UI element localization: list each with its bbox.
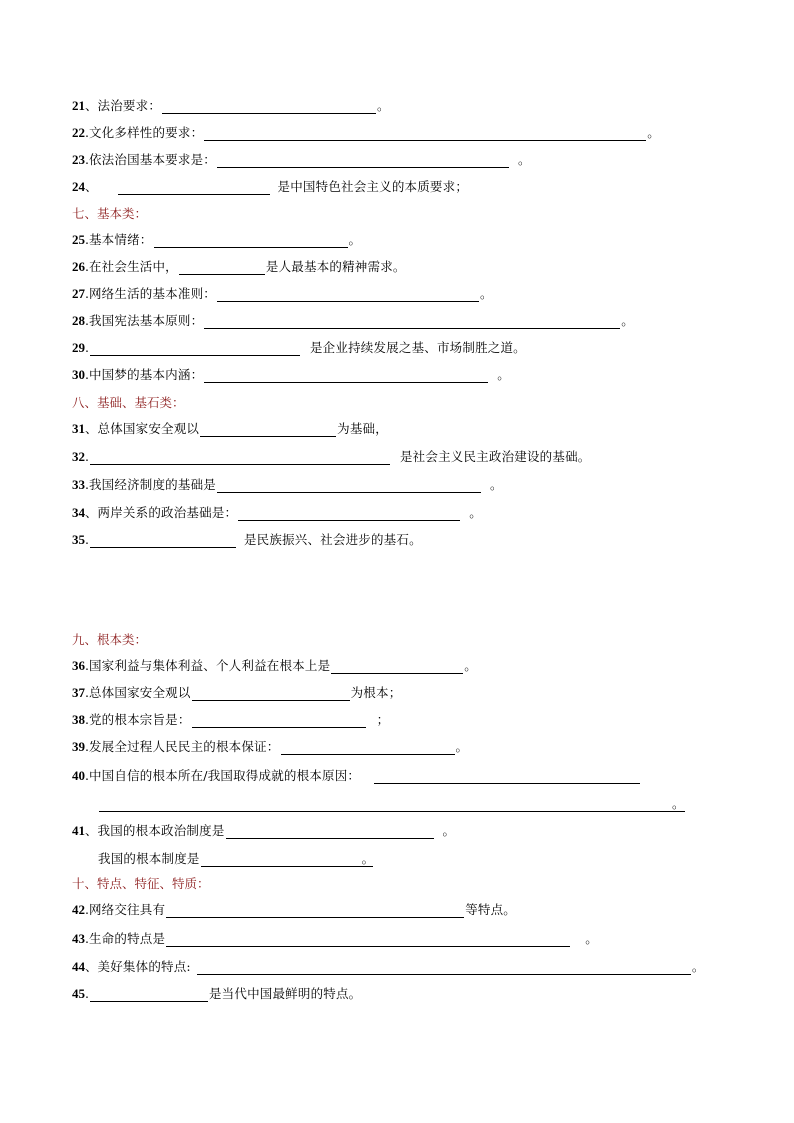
question-text: 网络生活的基本准则： [88, 286, 216, 301]
question-text: 法治要求： [97, 98, 162, 113]
question-number: 44 [72, 959, 85, 974]
question-41 [72, 817, 455, 839]
question-number: 32 [72, 449, 85, 464]
question-text: 我国经济制度的基础是 [88, 477, 216, 492]
section-heading-fundamental: 九、根本类： [72, 632, 148, 647]
question-39 [72, 733, 468, 755]
question-number: 45 [72, 986, 85, 1001]
separator: . [85, 477, 89, 492]
question-number: 27 [72, 286, 85, 301]
question-30 [72, 361, 510, 383]
section-heading-foundation: 八、基础、基石类： [72, 395, 185, 410]
question-text: 网络交往具有 [88, 902, 166, 917]
answer-blank[interactable] [179, 260, 265, 275]
question-text: 我国宪法基本原则： [88, 313, 204, 328]
question-38 [72, 706, 389, 728]
answer-blank[interactable] [204, 368, 488, 383]
question-number: 23 [72, 152, 85, 167]
separator: 、 [85, 98, 98, 113]
separator: . [85, 931, 89, 946]
question-text: 基本情绪： [88, 232, 153, 247]
separator: 、 [85, 179, 98, 194]
answer-blank[interactable] [217, 287, 479, 302]
question-29 [72, 334, 526, 356]
question-text: 是民族振兴、社会进步的基石。 [243, 532, 422, 547]
end-punct: 。 [691, 959, 705, 974]
end-punct: 。 [348, 232, 362, 247]
question-34 [72, 499, 482, 521]
question-number: 25 [72, 232, 85, 247]
separator: . [85, 125, 89, 140]
answer-blank[interactable] [99, 797, 685, 812]
question-text: 是社会主义民主政治建设的基础。 [399, 449, 591, 464]
answer-blank[interactable] [374, 769, 640, 784]
end-punct: 。 [585, 931, 598, 946]
answer-blank[interactable] [217, 478, 481, 493]
end-punct: ； [376, 712, 390, 727]
question-text: 国家利益与集体利益、个人利益在根本上是 [88, 658, 331, 673]
question-number: 39 [72, 739, 85, 754]
question-number: 21 [72, 98, 85, 113]
section-heading-features: 十、特点、特征、特质： [72, 876, 210, 891]
question-23 [72, 146, 531, 168]
question-number: 40 [72, 768, 85, 783]
section-heading-basic: 七、基本类： [72, 206, 148, 221]
end-punct: 。 [455, 739, 469, 754]
end-punct: 。 [464, 658, 477, 673]
separator: 、 [85, 959, 98, 974]
question-43 [72, 925, 598, 947]
answer-blank[interactable] [200, 422, 336, 437]
separator: . [85, 685, 89, 700]
question-text: 是中国特色社会主义的本质要求； [277, 179, 469, 194]
question-text: 我国的根本政治制度是 [97, 823, 225, 838]
question-number: 41 [72, 823, 85, 838]
question-27 [72, 280, 493, 302]
question-number: 24 [72, 179, 85, 194]
answer-blank[interactable] [90, 341, 300, 356]
question-text: 生命的特点是 [88, 931, 166, 946]
answer-blank[interactable] [166, 903, 464, 918]
end-punct: 。 [621, 313, 634, 328]
question-33 [72, 471, 503, 493]
question-40 [72, 762, 641, 784]
separator: 、 [85, 823, 98, 838]
separator: . [85, 902, 89, 917]
question-text: 中国自信的根本所在/我国取得成就的根本原因： [88, 768, 361, 783]
separator: . [85, 367, 89, 382]
question-number: 37 [72, 685, 85, 700]
answer-blank[interactable] [90, 987, 208, 1002]
separator: . [85, 449, 89, 464]
separator: . [85, 313, 89, 328]
answer-blank[interactable] [166, 932, 570, 947]
answer-blank[interactable] [204, 126, 646, 141]
question-text: 总体国家安全观以 [97, 421, 200, 436]
separator: 、 [85, 421, 98, 436]
answer-blank[interactable] [238, 506, 460, 521]
question-number: 22 [72, 125, 85, 140]
separator: . [85, 152, 89, 167]
answer-blank[interactable] [90, 533, 236, 548]
end-punct: 。 [480, 286, 493, 301]
answer-blank[interactable] [226, 824, 434, 839]
question-32 [72, 443, 591, 465]
question-28 [72, 307, 634, 329]
question-text-tail: 为根本； [350, 685, 402, 700]
question-25 [72, 226, 361, 248]
question-text-tail: 是人最基本的精神需求。 [265, 259, 406, 274]
question-text: 我国的根本制度是 [98, 851, 200, 866]
end-punct: 。 [647, 125, 660, 140]
answer-blank[interactable] [331, 659, 463, 674]
question-number: 30 [72, 367, 85, 382]
answer-blank[interactable] [204, 314, 620, 329]
question-number: 38 [72, 712, 85, 727]
end-punct: 。 [377, 98, 390, 113]
question-37 [72, 679, 401, 701]
answer-blank[interactable] [90, 450, 390, 465]
question-36 [72, 652, 477, 674]
question-number: 36 [72, 658, 85, 673]
end-punct: 。 [442, 823, 456, 838]
question-text-tail: 等特点。 [465, 902, 516, 917]
question-text-tail: 为基础， [337, 421, 388, 436]
question-text: 是当代中国最鲜明的特点。 [208, 986, 362, 1001]
question-35 [72, 526, 422, 548]
separator: . [85, 986, 89, 1001]
separator: . [85, 340, 89, 355]
question-text: 发展全过程人民民主的根本保证： [88, 739, 280, 754]
question-text: 是企业持续发展之基、市场制胜之道。 [309, 340, 526, 355]
separator: . [85, 532, 89, 547]
question-24 [72, 173, 468, 195]
question-text: 依法治国基本要求是： [88, 152, 216, 167]
end-punct: 。 [518, 152, 531, 167]
question-number: 31 [72, 421, 85, 436]
question-number: 26 [72, 259, 85, 274]
question-text: 美好集体的特点: [97, 959, 191, 974]
answer-blank[interactable] [162, 99, 376, 114]
separator: . [85, 712, 89, 727]
question-number: 29 [72, 340, 85, 355]
question-42 [72, 896, 516, 918]
question-text: 党的根本宗旨是： [88, 712, 191, 727]
end-punct: 。 [497, 367, 510, 382]
question-40-continuation [98, 790, 685, 812]
separator: . [85, 259, 89, 274]
answer-blank[interactable] [281, 740, 455, 755]
end-punct: 。 [490, 477, 503, 492]
question-22 [72, 119, 660, 141]
question-44 [72, 953, 704, 975]
question-number: 43 [72, 931, 85, 946]
answer-blank[interactable] [192, 713, 366, 728]
separator: . [85, 739, 89, 754]
separator: . [85, 232, 89, 247]
end-punct: 。 [469, 505, 482, 520]
end-punct: 。 [361, 851, 375, 866]
question-number: 34 [72, 505, 85, 520]
answer-blank[interactable] [118, 180, 270, 195]
question-number: 28 [72, 313, 85, 328]
question-text: 两岸关系的政治基础是： [97, 505, 238, 520]
question-31 [72, 415, 388, 437]
question-text: 文化多样性的要求： [88, 125, 204, 140]
question-text: 中国梦的基本内涵： [88, 367, 204, 382]
question-number: 33 [72, 477, 85, 492]
separator: 、 [85, 505, 98, 520]
answer-blank[interactable] [217, 153, 509, 168]
question-number: 35 [72, 532, 85, 547]
end-punct: 。 [672, 796, 685, 811]
question-number: 42 [72, 902, 85, 917]
question-text: 总体国家安全观以 [88, 685, 191, 700]
separator: . [85, 286, 89, 301]
question-41-part-b [98, 845, 374, 867]
question-45 [72, 980, 361, 1002]
separator: . [85, 658, 89, 673]
answer-blank[interactable] [192, 686, 350, 701]
answer-blank[interactable] [201, 852, 373, 867]
question-21 [72, 92, 390, 114]
answer-blank[interactable] [197, 960, 691, 975]
separator: . [85, 768, 89, 783]
question-text: 在社会生活中， [88, 259, 178, 274]
question-26 [72, 253, 406, 275]
answer-blank[interactable] [154, 233, 348, 248]
